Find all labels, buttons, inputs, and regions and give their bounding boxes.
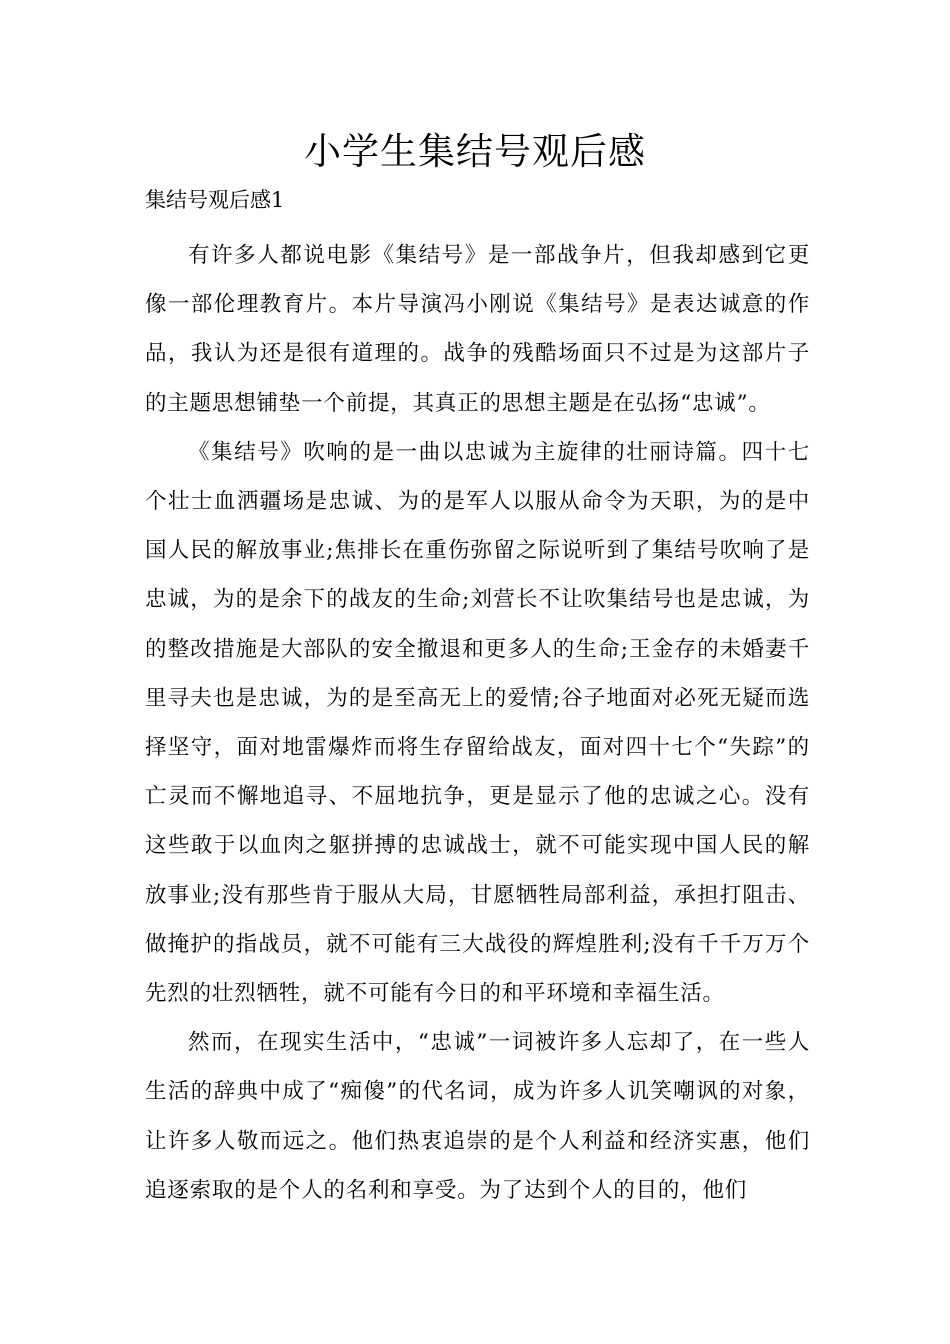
document-title: 小学生集结号观后感	[304, 130, 646, 173]
paragraph-1: 有许多人都说电影《集结号》是一部战争片，但我却感到它更像一部伦理教育片。本片导演冯小刚说《集结号》是表达诚意的作品，我认为还是很有道理的。战争的残酷场面只不过是为这部片子的主题思想铺垫一个前提，其真正的思想主题是在弘扬“忠诚”。	[145, 243, 810, 416]
section-title: 集结号观后感1	[145, 188, 285, 212]
document-body	[145, 231, 810, 1215]
paragraph-2: 《集结号》吹响的是一曲以忠诚为主旋律的壮丽诗篇。四十七个壮士血洒疆场是忠诚、为的是军人以服从命令为天职，为的是中国人民的解放事业;焦排长在重伤弥留之际说听到了集结号吹响了是忠诚，为的是余下的战友的生命;刘营长不让吹集结号也是忠诚，为的整改措施是大部队的安全撤退和更多人的生命;王金存的未婚妻千里寻夫也是忠诚，为的是至高无上的爱情;谷子地面对必死无疑而选择坚守，面对地雷爆炸而将生存留给战友，面对四十七个“失踪”的亡灵而不懈地追寻、不屈地抗争，更是显示了他的忠诚之心。没有这些敢于以血肉之躯拼搏的忠诚战士，就不可能实现中国人民的解放事业;没有那些肯于服从大局，甘愿牺牲局部利益，承担打阻击、做掩护的指战员，就不可能有三大战役的辉煌胜利;没有千千万万个先烈的壮烈牺牲，就不可能有今日的和平环境和幸福生活。	[145, 439, 810, 1007]
paragraph-3: 然而，在现实生活中，“忠诚”一词被许多人忘却了，在一些人生活的辞典中成了“痴傻”的代名词，成为许多人讥笑嘲讽的对象，让许多人敬而远之。他们热衷追崇的是个人利益和经济实惠，他们追逐索取的是个人的名利和享受。为了达到个人的目的，他们	[145, 1030, 810, 1203]
